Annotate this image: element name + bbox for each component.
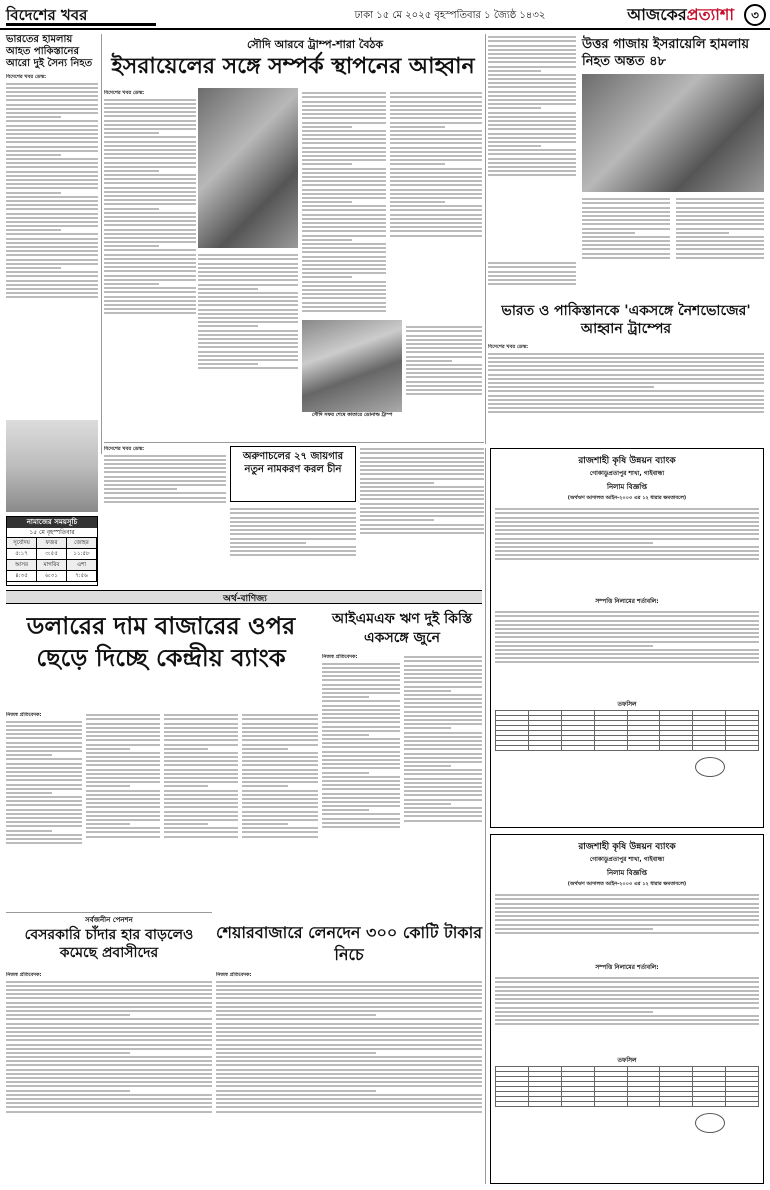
ad2-terms: সম্পত্তি নিলামের শর্তাবলি: bbox=[595, 964, 659, 971]
israel-headline: ইসরায়েলের সঙ্গে সম্পর্ক স্থাপনের আহ্বান bbox=[111, 54, 475, 79]
ad1-table bbox=[495, 710, 759, 751]
greeked-text bbox=[495, 977, 759, 1025]
dollar-byline: নিজস্ব প্রতিবেদক: bbox=[6, 712, 42, 718]
page-number: ৩ bbox=[744, 4, 766, 26]
pension-headline: বেসরকারি চাঁদার হার বাড়লেও কমেছে প্রবাসীদের bbox=[24, 927, 194, 961]
section-title: বিদেশের খবর bbox=[6, 4, 156, 26]
prayer-cell: ৪:৩৫ bbox=[7, 571, 37, 581]
arunachal-byline: বিদেশের খবর ডেস্ক: bbox=[104, 446, 145, 452]
gaza-headline: উত্তর গাজায় ইসরায়েলি হামলায় নিহত অন্তত ৪৮ bbox=[582, 37, 749, 69]
gaza-body-col3 bbox=[676, 196, 764, 296]
gaza-photo bbox=[582, 74, 764, 192]
prayer-cell: ১১:৫৮ bbox=[67, 549, 97, 559]
greeked-text bbox=[198, 254, 298, 369]
imf-byline: নিজস্ব প্রতিবেদক: bbox=[322, 654, 358, 660]
greeked-text bbox=[216, 981, 482, 1113]
qatar-photo bbox=[302, 320, 402, 412]
section-divider bbox=[6, 912, 212, 913]
column-divider bbox=[101, 34, 102, 454]
ad1-terms-text bbox=[495, 609, 759, 699]
prayer-row bbox=[7, 538, 97, 549]
masthead-word-2: প্রত্যাশা bbox=[686, 5, 734, 24]
prayer-row bbox=[7, 549, 97, 560]
prayer-cell: ৭:৫৬ bbox=[67, 571, 97, 581]
prayer-row bbox=[7, 560, 97, 571]
india-pak2-headline: ভারত ও পাকিস্তানকে 'একসঙ্গে নৈশভোজের' আহ্বান ট্রাম্পের bbox=[501, 303, 751, 337]
ad1-bank: রাজশাহী কৃষি উন্নয়ন ব্যাংক bbox=[578, 456, 676, 466]
greeked-text bbox=[495, 894, 759, 934]
auction-notice-1 bbox=[490, 448, 764, 828]
israel-body-col4 bbox=[390, 90, 482, 320]
israel-byline: বিদেশের খবর ডেস্ক: bbox=[104, 90, 145, 96]
arunachal-headline-box bbox=[230, 446, 356, 502]
pension-body bbox=[6, 972, 212, 1182]
greeked-text bbox=[86, 714, 160, 837]
ad2-bank: রাজশাহী কৃষি উন্নয়ন ব্যাংক bbox=[578, 842, 676, 852]
dollar-body-col1 bbox=[6, 712, 82, 908]
ad1-terms: সম্পত্তি নিলামের শর্তাবলি: bbox=[595, 598, 659, 605]
dollar-body-col4 bbox=[242, 712, 318, 908]
arunachal-body-col3 bbox=[360, 446, 484, 586]
prayer-times-box bbox=[6, 516, 98, 586]
israel-body-col5 bbox=[406, 324, 482, 436]
ad2-text bbox=[495, 892, 759, 962]
pension-kicker: সর্বজনীন পেনশন bbox=[85, 916, 133, 924]
stock-byline: নিজস্ব প্রতিবেদক: bbox=[216, 972, 252, 978]
saudi-kicker: সৌদি আরবে ট্রাম্প-শারা বৈঠক bbox=[246, 38, 384, 51]
greeked-text bbox=[406, 326, 482, 395]
ad2-notice: নিলাম বিজ্ঞপ্তি bbox=[606, 869, 648, 877]
greeked-text bbox=[6, 83, 98, 299]
greeked-text bbox=[582, 198, 670, 259]
greeked-text bbox=[360, 448, 484, 534]
prayer-cell: আসর bbox=[7, 560, 37, 570]
ad2-table bbox=[495, 1066, 759, 1107]
greeked-text bbox=[488, 36, 576, 176]
prayer-date: ১৫ মে বৃহস্পতিবার bbox=[7, 528, 97, 538]
arunachal-body-col1 bbox=[104, 446, 226, 530]
gaza-body-col1 bbox=[488, 34, 576, 256]
greeked-text bbox=[676, 198, 764, 259]
qatar-caption: সৌদি সফর শেষে কাতারে ডোনাল্ড ট্রাম্প bbox=[311, 412, 393, 418]
column-divider bbox=[485, 34, 486, 444]
gaza-body-col4 bbox=[488, 260, 576, 302]
dollar-body-col2 bbox=[86, 712, 160, 908]
ad2-branch: গোকাডুপ্রতাপুর শাখা, গাইবান্ধা bbox=[589, 856, 665, 863]
ad1-schedule: তফসিল bbox=[617, 701, 637, 708]
column-divider bbox=[485, 448, 486, 1184]
ad1-seal bbox=[695, 757, 725, 777]
greeked-text bbox=[242, 714, 318, 837]
ad1-text bbox=[495, 506, 759, 596]
prayer-grid bbox=[7, 538, 97, 582]
greeked-text bbox=[104, 455, 226, 503]
prayer-cell: জোহর bbox=[67, 538, 97, 548]
greeked-text bbox=[488, 262, 576, 285]
prayer-cell: মাগরিব bbox=[37, 560, 67, 570]
india-pak2-body bbox=[488, 344, 764, 444]
imf-body-col2 bbox=[404, 654, 482, 916]
prayer-cell: এশা bbox=[67, 560, 97, 570]
dollar-headline: ডলারের দাম বাজারের ওপর ছেড়ে দিচ্ছে কেন্দ্রীয় ব্যাংক bbox=[26, 612, 296, 672]
ad1-notice: নিলাম বিজ্ঞপ্তি bbox=[606, 483, 648, 491]
masthead-word-1: আজকের bbox=[627, 5, 687, 24]
ad2-sub: (অর্থঋণ আদালত আইন-২০০৩ এর ১২ ধারার ক্ষমতাবলে) bbox=[567, 881, 687, 887]
greeked-text bbox=[322, 663, 400, 828]
ad2-seal bbox=[695, 1113, 725, 1133]
date-line: ঢাকা ১৫ মে ২০২৫ বৃহস্পতিবার ১ জ্যৈষ্ঠ ১৪৩২ bbox=[354, 10, 546, 21]
india-pak-headline: ভারতের হামলায় আহত পাকিস্তানের আরো দুই সৈন্য নিহত bbox=[6, 34, 93, 69]
arunachal-headline: অরুণাচলের ২৭ জায়গার নতুন নামকরণ করল চীন bbox=[242, 451, 344, 475]
greeked-text bbox=[230, 508, 356, 556]
israel-body-col1 bbox=[104, 90, 196, 434]
pension-byline: নিজস্ব প্রতিবেদক: bbox=[6, 972, 42, 978]
ad2-schedule: তফসিল bbox=[617, 1057, 637, 1064]
greeked-text bbox=[390, 92, 482, 236]
masthead-logo bbox=[604, 2, 734, 28]
trump-sharaa-photo bbox=[198, 88, 298, 248]
ad2-terms-text bbox=[495, 975, 759, 1055]
greeked-text bbox=[6, 721, 82, 844]
arunachal-body-col2 bbox=[230, 506, 356, 586]
greeked-text bbox=[488, 353, 764, 414]
stock-body bbox=[216, 972, 482, 1182]
auction-notice-2 bbox=[490, 834, 764, 1184]
india-pak2-byline: বিদেশের খবর ডেস্ক: bbox=[488, 344, 529, 350]
imf-body-col1 bbox=[322, 654, 400, 916]
greeked-text bbox=[495, 611, 759, 663]
stock-headline: শেয়ারবাজারে লেনদেন ৩০০ কোটি টাকার নিচে bbox=[216, 923, 483, 964]
imf-headline: আইএমএফ ঋণ দুই কিস্তি একসঙ্গে জুনে bbox=[331, 611, 473, 646]
prayer-cell: সূর্যোদয় bbox=[7, 538, 37, 548]
ad1-sub: (অর্থঋণ আদালত আইন-২০০৩ এর ১২ ধারার ক্ষমতাবলে) bbox=[567, 495, 687, 501]
prayer-cell: ফজর bbox=[37, 538, 67, 548]
ad1-branch: গোকাডুপ্রতাপুর শাখা, গাইবান্ধা bbox=[589, 470, 665, 477]
mosque-photo bbox=[6, 420, 98, 512]
israel-body-col2 bbox=[198, 252, 298, 434]
prayer-cell: ৫:১৭ bbox=[7, 549, 37, 559]
india-pak-body bbox=[6, 74, 98, 414]
greeked-text bbox=[164, 714, 238, 837]
prayer-cell: ৬:৩১ bbox=[37, 571, 67, 581]
greeked-text bbox=[495, 508, 759, 560]
section-divider bbox=[104, 442, 484, 443]
economy-section-title: অর্থ-বাণিজ্য bbox=[223, 594, 267, 604]
gaza-body-col2 bbox=[582, 196, 670, 296]
greeked-text bbox=[302, 92, 386, 312]
greeked-text bbox=[6, 981, 212, 1113]
greeked-text bbox=[404, 656, 482, 821]
greeked-text bbox=[104, 99, 196, 315]
prayer-title: নামাজের সময়সূচি bbox=[7, 517, 97, 528]
dollar-body-col3 bbox=[164, 712, 238, 908]
india-pak-byline: বিদেশের খবর ডেস্ক: bbox=[6, 74, 47, 80]
prayer-cell: ৩:৫৫ bbox=[37, 549, 67, 559]
prayer-row bbox=[7, 571, 97, 582]
